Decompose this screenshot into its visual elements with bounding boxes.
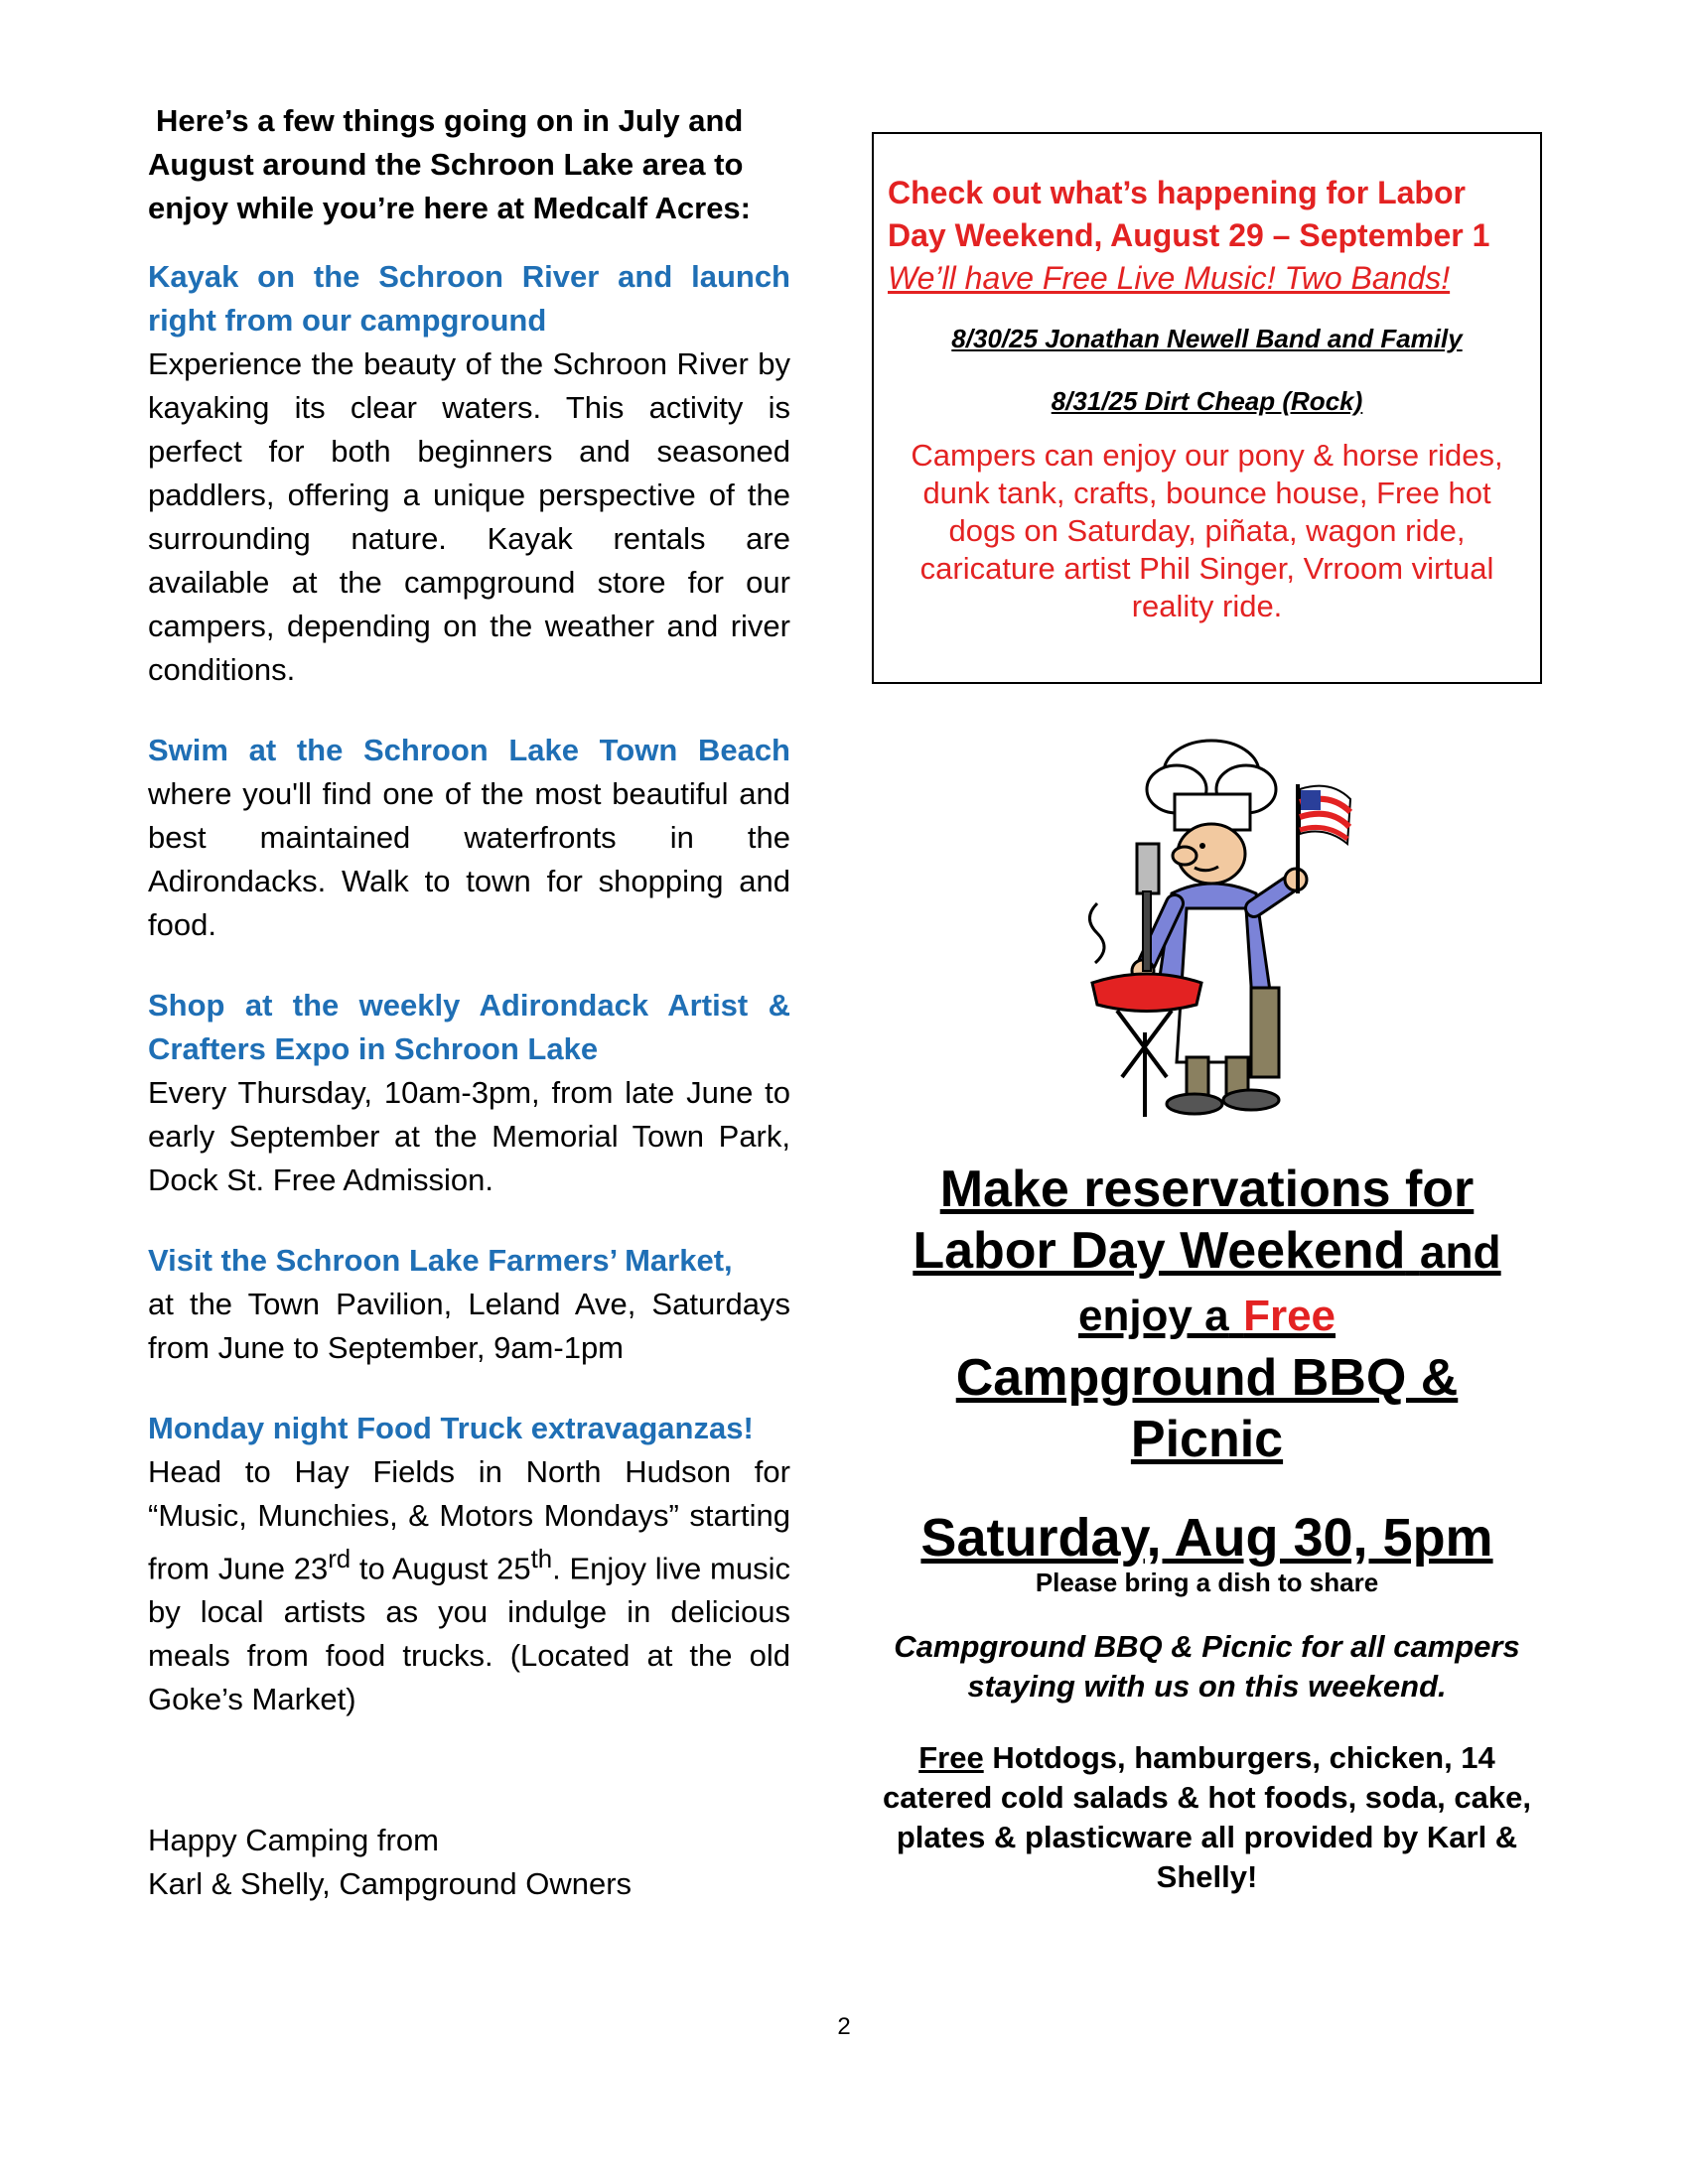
reservations-free: Free [1243, 1292, 1336, 1340]
foodtruck-heading: Monday night Food Truck extravaganzas! [148, 1411, 754, 1445]
laborday-title-line-2: Day Weekend, August 29 – September 1 [888, 217, 1490, 253]
closing-line-1: Happy Camping from [148, 1823, 439, 1858]
page-number: 2 [837, 2013, 851, 2040]
provided-free: Free [918, 1740, 984, 1775]
farmers-body: at the Town Pavilion, Leland Ave, Saturdays from June to September, 9am-1pm [148, 1287, 790, 1365]
farmers-heading: Visit the Schroon Lake Farmers’ Market, [148, 1243, 733, 1278]
reservations-section [872, 1159, 1542, 1897]
event-date: Saturday, Aug 30, 5pm [920, 1508, 1493, 1568]
provided-items: Hotdogs, hamburgers, chicken, 14 catered cold salads & hot foods, soda, cake, plates & plasticware all provided by Karl & Shelly! [883, 1740, 1531, 1894]
foodtruck-body [148, 1450, 790, 1721]
swim-section [148, 729, 790, 947]
provided-list [872, 1738, 1542, 1897]
foodtruck-section [148, 1407, 790, 1721]
live-music-note: We’ll have Free Live Music! Two Bands! [888, 260, 1451, 296]
closing-line-2: Karl & Shelly, Campground Owners [148, 1866, 633, 1902]
band-1: 8/30/25 Jonathan Newell Band and Family [951, 324, 1463, 353]
reservations-line-5: Picnic [1130, 1411, 1284, 1468]
reservations-line-3 [872, 1283, 1542, 1347]
foodtruck-body-a: Head to Hay Fields in North Hudson for “Music, Munchies, & Motors Mondays” starting from June 23 [148, 1454, 790, 1586]
reservations-enjoy: enjoy a [1077, 1292, 1229, 1340]
reservations-line-4: Campground BBQ & [955, 1349, 1459, 1407]
intro-paragraph: Here’s a few things going on in July and August around the Schroon Lake area to enjoy while you’re here at Medcalf Acres: [148, 103, 751, 225]
kayak-section [148, 255, 790, 692]
swim-heading: Swim at the Schroon Lake Town Beach [148, 733, 790, 767]
foodtruck-sup-th: th [530, 1546, 553, 1573]
reservations-and: and [1419, 1226, 1501, 1278]
kayak-heading: Kayak on the Schroon River and launch right from our campground [148, 259, 790, 338]
laborday-title-line-1: Check out what’s happening for Labor [888, 175, 1466, 210]
foodtruck-body-c: . Enjoy live music by local artists as you indulge in delicious meals from food trucks. (Located at the old Goke’s Market) [148, 1551, 790, 1717]
foodtruck-body-b: to August 25 [351, 1551, 531, 1586]
band-2: 8/31/25 Dirt Cheap (Rock) [1051, 386, 1363, 416]
bbq-chef-icon [1077, 735, 1390, 1152]
swim-body: where you'll find one of the most beautiful and best maintained waterfronts in the Adirondacks. Walk to town for shopping and food. [148, 776, 790, 942]
activities-list: Campers can enjoy our pony & horse rides, dunk tank, crafts, bounce house, Free hot dogs on Saturday, piñata, wagon ride, caricature artist Phil Singer, Vrroom virtual reality ride. [911, 438, 1503, 623]
kayak-body: Experience the beauty of the Schroon River by kayaking its clear waters. This activity is perfect for both beginners and seasoned paddlers, offering a unique perspective of the surrounding nature. Kayak rentals are available at the campground store for our campers, depending on the weather and river conditions. [148, 346, 790, 687]
swim-paragraph [148, 729, 790, 947]
laborday-announcement-box [872, 132, 1542, 684]
reservations-line-1: Make reservations for [939, 1160, 1475, 1218]
foodtruck-sup-rd: rd [328, 1546, 352, 1573]
left-column [148, 99, 790, 1906]
farmers-section [148, 1239, 790, 1370]
reservations-laborday: Labor Day Weekend [913, 1222, 1406, 1280]
picnic-note: Campground BBQ & Picnic for all campers staying with us on this weekend. [894, 1629, 1520, 1704]
shop-heading: Shop at the weekly Adirondack Artist & Crafters Expo in Schroon Lake [148, 988, 790, 1066]
shop-body: Every Thursday, 10am-3pm, from late June to early September at the Memorial Town Park, Dock St. Free Admission. [148, 1075, 790, 1197]
shop-section [148, 984, 790, 1202]
bring-dish-note: Please bring a dish to share [1035, 1568, 1379, 1597]
reservations-line-2 [872, 1220, 1542, 1283]
